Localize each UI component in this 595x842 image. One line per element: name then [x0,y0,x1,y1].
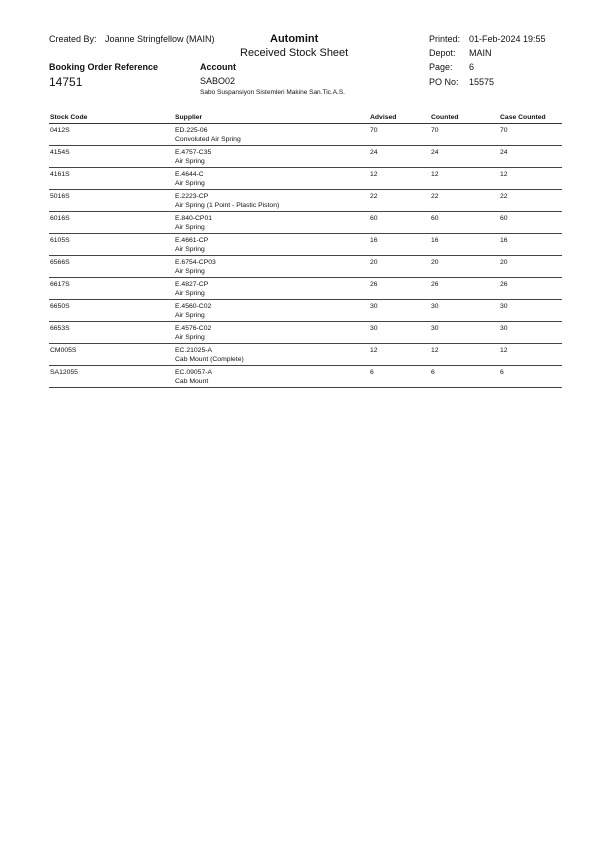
item-description: Air Spring [175,157,205,165]
cell-advised: 30 [370,325,378,332]
col-supplier: Supplier [175,114,203,121]
cell-counted: 20 [431,259,439,266]
supplier-code: E.4757-C35 [175,149,212,156]
cell-advised: 60 [370,215,378,222]
col-stock-code: Stock Code [50,114,88,121]
item-description: Air Spring [175,245,205,253]
cell-counted: 22 [431,193,439,200]
cell-supplier [175,215,212,232]
account-code: SABO02 [200,76,236,86]
cell-case-counted: 30 [500,325,508,332]
cell-case-counted: 20 [500,259,508,266]
cell-supplier [175,303,211,320]
cell-counted: 24 [431,149,439,156]
printed-label: Printed: [429,34,461,44]
sheet-title: Received Stock Sheet [240,47,349,59]
item-description: Air Spring [175,333,205,341]
cell-stock-code: 6566S [50,259,70,266]
supplier-code: E.4560-C02 [175,303,212,310]
supplier-code: E.4661-CP [175,237,209,244]
cell-advised: 6 [370,369,374,376]
cell-supplier [175,193,279,210]
booking-ref-value: 14751 [49,75,83,89]
cell-supplier [175,259,216,276]
cell-stock-code: 4161S [50,171,70,178]
cell-counted: 60 [431,215,439,222]
table-row [49,190,562,212]
cell-case-counted: 12 [500,171,508,178]
cell-advised: 22 [370,193,378,200]
stock-table [49,113,562,388]
cell-stock-code: 5016S [50,193,70,200]
depot-label: Depot: [429,48,456,58]
item-description: Air Spring [175,179,205,187]
item-description: Air Spring [175,311,205,319]
table-row [49,124,562,146]
table-body [49,124,562,388]
cell-counted: 16 [431,237,439,244]
cell-stock-code: 4154S [50,149,70,156]
page-value: 6 [469,62,475,72]
supplier-code: E.4827-CP [175,281,209,288]
account-label: Account [200,62,236,72]
page-label: Page: [429,62,453,72]
booking-ref-label: Booking Order Reference [49,62,159,72]
table-row [49,344,562,366]
depot-value: MAIN [469,48,492,58]
cell-advised: 24 [370,149,378,156]
cell-counted: 26 [431,281,439,288]
cell-stock-code: 6653S [50,325,70,332]
supplier-code: EC.09057-A [175,369,213,376]
cell-advised: 16 [370,237,378,244]
supplier-code: E.4576-C02 [175,325,212,332]
cell-stock-code: 6016S [50,215,70,222]
item-description: Cab Mount (Complete) [175,355,244,363]
supplier-code: EC.21025-A [175,347,213,354]
cell-supplier [175,149,211,166]
table-row [49,366,562,388]
item-description: Cab Mount [175,377,209,385]
cell-advised: 70 [370,127,378,134]
item-description: Air Spring (1 Point - Plastic Piston) [175,201,280,209]
account-name: Sabo Suspansiyon Sistemleri Makine San.Tic.A.S. [200,89,345,96]
table-header [49,113,562,124]
cell-counted: 12 [431,171,439,178]
item-description: Air Spring [175,223,205,231]
cell-case-counted: 70 [500,127,508,134]
cell-stock-code: 0412S [50,127,70,134]
supplier-code: E.6754-CP03 [175,259,216,266]
cell-counted: 30 [431,303,439,310]
col-counted: Counted [431,114,459,121]
cell-case-counted: 6 [500,369,504,376]
cell-case-counted: 16 [500,237,508,244]
table-row [49,322,562,344]
cell-advised: 20 [370,259,378,266]
supplier-code: E.840-CP01 [175,215,213,222]
cell-case-counted: 22 [500,193,508,200]
po-label: PO No: [429,77,459,87]
cell-stock-code: 6617S [50,281,70,288]
supplier-code: ED.225-06 [175,127,208,134]
table-row [49,234,562,256]
item-description: Convoluted Air Spring [175,135,241,143]
created-by-value: Joanne Stringfellow (MAIN) [105,34,215,44]
table-row [49,256,562,278]
col-advised: Advised [370,114,397,121]
cell-supplier [175,369,212,386]
cell-case-counted: 12 [500,347,508,354]
cell-advised: 26 [370,281,378,288]
table-row [49,212,562,234]
cell-stock-code: CM005S [50,347,77,354]
table-row [49,278,562,300]
cell-case-counted: 30 [500,303,508,310]
cell-supplier [175,237,208,254]
item-description: Air Spring [175,289,205,297]
table-row [49,300,562,322]
cell-stock-code: 6105S [50,237,70,244]
cell-advised: 30 [370,303,378,310]
cell-case-counted: 24 [500,149,508,156]
cell-case-counted: 26 [500,281,508,288]
cell-counted: 12 [431,347,439,354]
cell-supplier [175,281,208,298]
item-description: Air Spring [175,267,205,275]
table-row [49,168,562,190]
col-case-counted: Case Counted [500,114,546,121]
cell-advised: 12 [370,171,378,178]
cell-counted: 30 [431,325,439,332]
cell-stock-code: 6650S [50,303,70,310]
supplier-code: E.4644-C [175,171,204,178]
cell-supplier [175,171,205,188]
cell-counted: 6 [431,369,435,376]
cell-case-counted: 60 [500,215,508,222]
supplier-code: E.2223-CP [175,193,209,200]
po-value: 15575 [469,77,495,87]
cell-advised: 12 [370,347,378,354]
printed-value: 01-Feb-2024 19:55 [469,34,546,44]
cell-counted: 70 [431,127,439,134]
created-by-label: Created By: [49,34,97,44]
cell-supplier [175,325,211,342]
table-row [49,146,562,168]
cell-supplier [175,347,244,364]
cell-stock-code: SA12055 [50,369,78,376]
company-name: Automint [270,33,319,45]
cell-supplier [175,127,241,144]
